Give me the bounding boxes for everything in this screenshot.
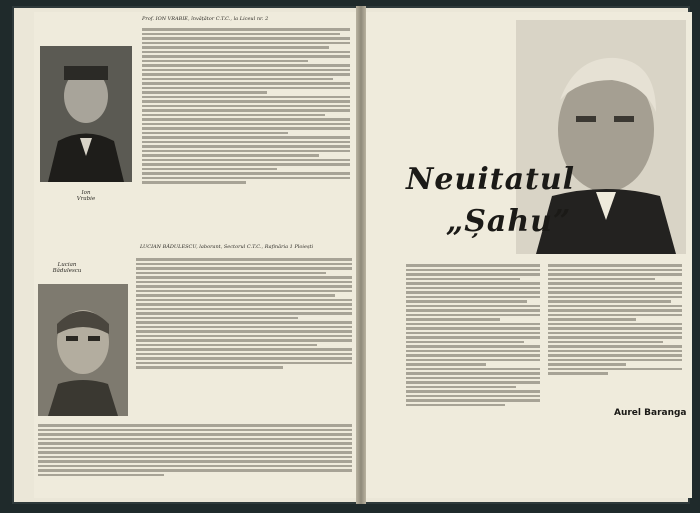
header-lucian-badulescu: LUCIAN BĂDULESCU, laborant, Sectorul C.T.C., Rafinăria 1 Ploiești	[140, 244, 314, 250]
caption-ion-first: Ion	[81, 190, 91, 196]
caption-lucian-last: Bădulescu	[52, 268, 82, 274]
article-column-1	[406, 262, 540, 408]
caption-ion	[56, 190, 116, 202]
binding-gutter	[356, 6, 366, 504]
right-page	[366, 12, 692, 498]
article-body-1	[142, 26, 350, 186]
article-title-line1: Neuitatul	[406, 162, 576, 197]
magazine-spread	[12, 6, 690, 504]
author-signature: Aurel Baranga	[614, 408, 687, 418]
header-ion-vrabie: Prof. ION VRABIE, învățător C.T.C., la Liceul nr. 2	[142, 16, 269, 22]
article-body-2	[136, 256, 352, 371]
caption-lucian-first: Lucian	[57, 262, 77, 268]
caption-ion-last: Vrabie	[76, 196, 96, 202]
caption-lucian	[44, 262, 90, 274]
photo-lucian-badulescu	[38, 284, 128, 416]
article-title-line2: „Șahu”	[446, 204, 572, 239]
left-page	[34, 12, 356, 498]
photo-ion-vrabie	[40, 46, 132, 182]
article-body-3	[38, 422, 352, 478]
article-column-2	[548, 262, 682, 377]
